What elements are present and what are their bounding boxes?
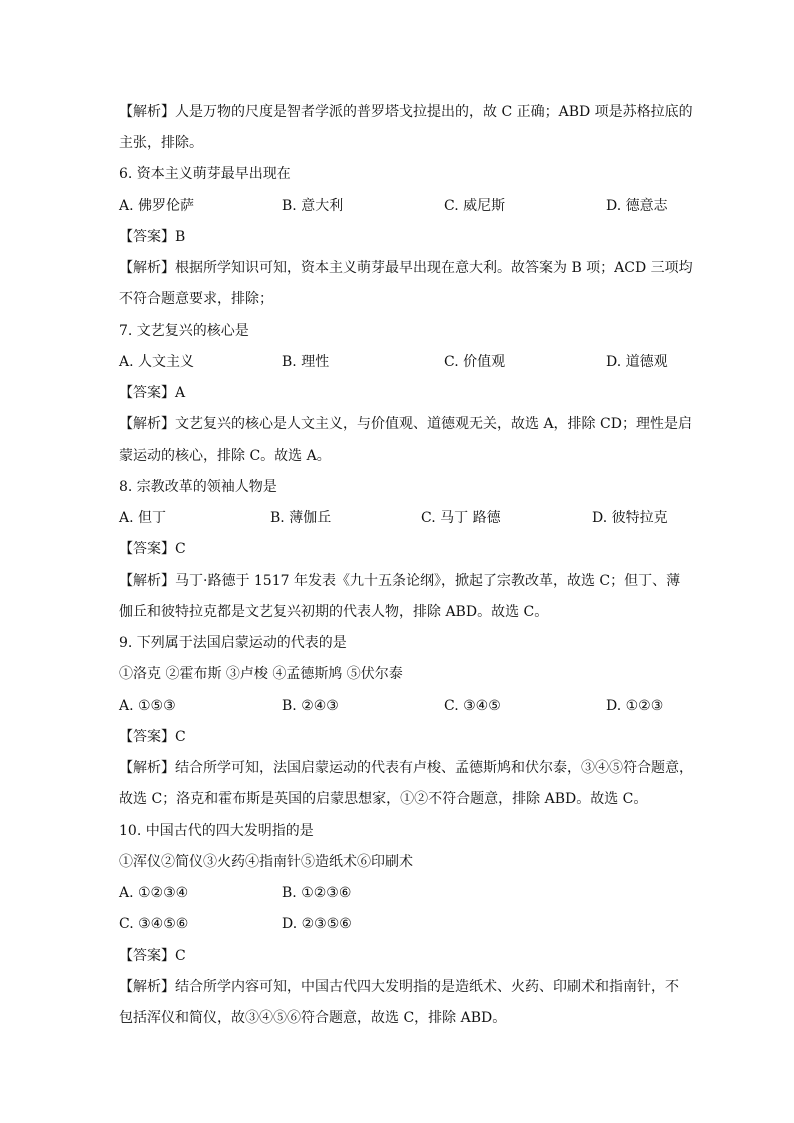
option-c: C. 威尼斯 <box>444 198 506 214</box>
answer-line: 【答案】C <box>119 729 186 745</box>
explanation-line: 伽丘和彼特拉克都是文艺复兴初期的代表人物，排除 ABD。故选 C。 <box>119 604 549 620</box>
option-d: D. ①②③ <box>606 698 664 714</box>
explanation-line: 【解析】文艺复兴的核心是人文主义，与价值观、道德观无关，故选 A，排除 CD；理性是启 <box>119 416 692 432</box>
question-9: 9. 下列属于法国启蒙运动的代表的是 <box>119 635 347 651</box>
option-c: C. ③④⑤⑥ <box>119 916 189 932</box>
answer-line: 【答案】A <box>119 385 186 401</box>
option-a: A. ①⑤③ <box>119 698 176 714</box>
answer-line: 【答案】C <box>119 541 186 557</box>
option-b: B. ②④③ <box>282 698 339 714</box>
explanation-line: 蒙运动的核心，排除 C。故选 A。 <box>119 448 331 464</box>
answer-line: 【答案】C <box>119 948 186 964</box>
option-b: B. 薄伽丘 <box>270 510 332 526</box>
option-a: A. 佛罗伦萨 <box>119 198 195 214</box>
explanation-line: 【解析】结合所学内容可知，中国古代四大发明指的是造纸术、火药、印刷术和指南针，不 <box>119 979 679 995</box>
question-items: ①浑仪②简仪③火药④指南针⑤造纸术⑥印刷术 <box>119 854 413 870</box>
explanation-line: 【解析】马丁·路德于 1517 年发表《九十五条论纲》，掀起了宗教改革，故选 C；但丁、薄 <box>119 573 681 589</box>
explanation-line: 故选 C；洛克和霍布斯是英国的启蒙思想家，①②不符合题意，排除 ABD。故选 C。 <box>119 791 648 807</box>
option-a: A. 但丁 <box>119 510 167 526</box>
option-a: A. ①②③④ <box>119 885 189 901</box>
answer-line: 【答案】B <box>119 229 186 245</box>
option-c: C. 马丁 路德 <box>421 510 501 526</box>
option-b: B. ①②③⑥ <box>282 885 352 901</box>
option-c: C. 价值观 <box>444 354 506 370</box>
option-d: D. 道德观 <box>606 354 668 370</box>
option-b: B. 理性 <box>282 354 330 370</box>
option-a: A. 人文主义 <box>119 354 195 370</box>
option-b: B. 意大利 <box>282 198 344 214</box>
option-d: D. ②③⑤⑥ <box>282 916 352 932</box>
option-c: C. ③④⑤ <box>444 698 501 714</box>
question-8: 8. 宗教改革的领袖人物是 <box>119 479 277 495</box>
explanation-line: 主张，排除。 <box>119 135 203 151</box>
option-d: D. 德意志 <box>606 198 668 214</box>
explanation-line: 【解析】人是万物的尺度是智者学派的普罗塔戈拉提出的，故 C 正确；ABD 项是苏格拉底的 <box>119 104 693 120</box>
question-10: 10. 中国古代的四大发明指的是 <box>119 823 314 839</box>
explanation-line: 【解析】结合所学可知，法国启蒙运动的代表有卢梭、孟德斯鸠和伏尔泰，③④⑤符合题意， <box>119 760 693 776</box>
explanation-line: 【解析】根据所学知识可知，资本主义萌芽最早出现在意大利。故答案为 B 项；ACD 三项均 <box>119 260 693 276</box>
option-d: D. 彼特拉克 <box>592 510 668 526</box>
question-7: 7. 文艺复兴的核心是 <box>119 323 249 339</box>
question-6: 6. 资本主义萌芽最早出现在 <box>119 166 291 182</box>
question-items: ①洛克 ②霍布斯 ③卢梭 ④孟德斯鸠 ⑤伏尔泰 <box>119 666 403 682</box>
explanation-line: 不符合题意要求，排除； <box>119 291 273 307</box>
explanation-line: 包括浑仪和简仪，故③④⑤⑥符合题意，故选 C，排除 ABD。 <box>119 1010 507 1026</box>
